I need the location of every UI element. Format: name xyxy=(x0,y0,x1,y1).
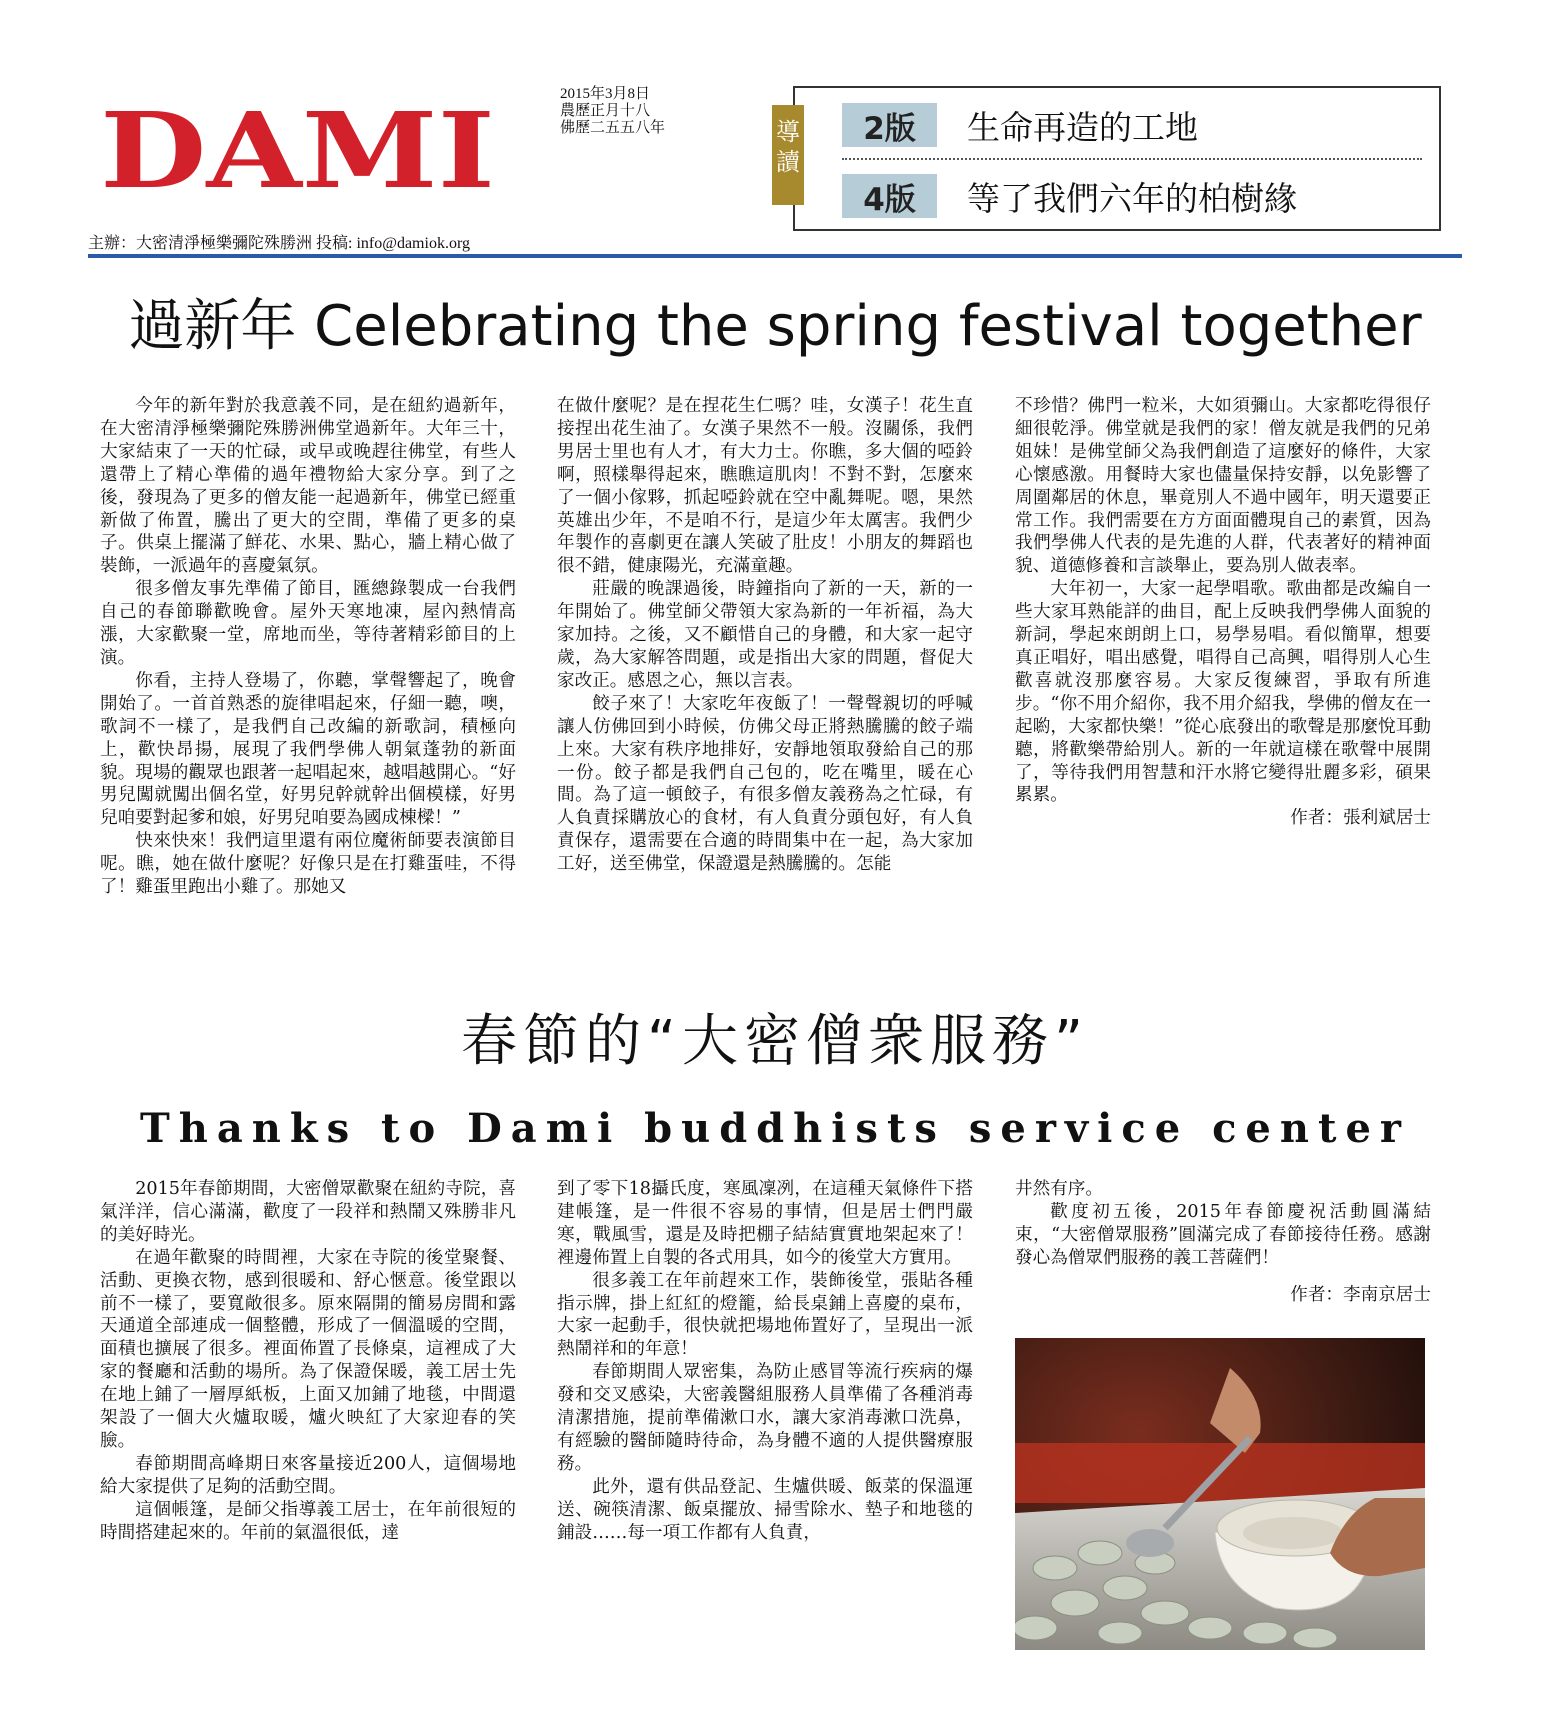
toc-item[interactable] xyxy=(842,173,1297,219)
toc-page-number: 4版 xyxy=(842,174,937,218)
issue-date-block xyxy=(560,86,665,137)
article1-column-3 xyxy=(1015,395,1431,830)
paragraph: 很多義工在年前趕來工作，裝飾後堂，張貼各種指示牌，掛上紅紅的燈籠，給長桌鋪上喜慶的桌布，大家一起動手，很快就把場地佈置好了，呈現出一派熱鬧祥和的年意！ xyxy=(557,1270,973,1360)
paragraph: 歡度初五後，2015年春節慶祝活動圓滿結束，“大密僧眾服務”圓滿完成了春節接待任務。感謝發心為僧眾們服務的義工菩薩們！ xyxy=(1015,1201,1431,1268)
article1-author: 作者：張利斌居士 xyxy=(1290,808,1431,829)
paragraph: 2015年春節期間，大密僧眾歡聚在紐約寺院，喜氣洋洋，信心滿滿，歡度了一段祥和熱鬧又殊勝非凡的美好時光。 xyxy=(100,1179,516,1245)
paragraph: 很多僧友事先準備了節目，匯總錄製成一台我們自己的春節聯歡晚會。屋外天寒地凍，屋內熱情高漲，大家歡聚一堂，席地而坐，等待著精彩節目的上演。 xyxy=(100,579,516,668)
organizer-line: 主辦：大密清淨極樂彌陀殊勝洲 投稿: info@damiok.org xyxy=(88,235,470,252)
article1-headline: 過新年 Celebrating the spring festival together xyxy=(128,294,1422,359)
paragraph: 不珍惜？佛門一粒米，大如須彌山。大家都吃得很仔細很乾淨。佛堂就是我們的家！僧友就是我們的兄弟姐妹！是佛堂師父為我們創造了這麼好的條件，大家心懷感激。用餐時大家也儘量保持安靜，以免影響了周圍鄰居的休息，畢竟別人不過中國年，明天還要正常工作。我們需要在方方面面體現自己的素質，因為我們學佛人代表的是先進的人群，代表著好的精神面貌、道德修養和言談舉止，要為別人做表率。 xyxy=(1015,396,1431,577)
paragraph: 春節期間人眾密集，為防止感冒等流行疾病的爆發和交叉感染，大密義醫組服務人員準備了各種消毒清潔措施，提前準備漱口水，讓大家消毒漱口洗鼻，有經驗的醫師隨時待命，為身體不適的人提供醫療服務。 xyxy=(557,1362,973,1474)
paragraph: 春節期間高峰期日來客量接近200人，這個場地給大家提供了足夠的活動空間。 xyxy=(100,1453,516,1497)
guide-tag-char: 讀 xyxy=(776,148,800,176)
article2-headline: 春節的“大密僧衆服務” xyxy=(460,1009,1090,1074)
toc-title: 等了我們六年的柏樹緣 xyxy=(967,178,1297,218)
toc-page-number: 2版 xyxy=(842,103,937,147)
paragraph: 在過年歡聚的時間裡，大家在寺院的後堂聚餐、活動、更換衣物，感到很暖和、舒心愜意。後堂跟以前不一樣了，要寬敞很多。原來隔開的簡易房間和露天通道全部連成一個整體，形成了一個溫暖的空間，面積也擴展了很多。裡面佈置了長條桌，這裡成了大家的餐廳和活動的場所。為了保證保暖，義工居士先在地上鋪了一層厚紙板，上面又加鋪了地毯，中間還架設了一個大火爐取暖，爐火映紅了大家迎春的笑臉。 xyxy=(100,1247,516,1451)
paragraph: 今年的新年對於我意義不同，是在紐約過新年，在大密清淨極樂彌陀殊勝洲佛堂過新年。大年三十，大家結束了一天的忙碌，或早或晚趕往佛堂，有些人還帶上了精心準備的過年禮物給大家分享。到了之後，發現為了更多的僧友能一起過新年，佛堂已經重新做了佈置，騰出了更大的空間，準備了更多的桌子。供桌上擺滿了鮮花、水果、點心，牆上精心做了裝飾，一派過年的喜慶氣氛。 xyxy=(100,396,516,577)
paragraph: 莊嚴的晚課過後，時鐘指向了新的一天，新的一年開始了。佛堂師父帶領大家為新的一年祈福，為大家加持。之後，又不顧惜自己的身體，和大家一起守歲，為大家解答問題，或是指出大家的問題，督促大家改正。感恩之心，無以言表。 xyxy=(557,579,973,691)
toc-item[interactable] xyxy=(842,102,1198,148)
paragraph: 在做什麼呢？是在捏花生仁嗎？哇，女漢子！花生直接捏出花生油了。女漢子果然不一般。沒關係，我們男居士里也有人才，有大力士。你瞧，多大個的啞鈴啊，照樣舉得起來，瞧瞧這肌肉！不對不對，怎麼來了一個小傢夥，抓起啞鈴就在空中亂舞呢。嗯，果然英雄出少年，不是咱不行，是這少年太厲害。我們少年製作的喜劇更在讓人笑破了肚皮！小朋友的舞蹈也很不錯，健康陽光，充滿童趣。 xyxy=(557,396,973,577)
paragraph: 這個帳篷，是師父指導義工居士，在年前很短的時間搭建起來的。年前的氣溫很低，達 xyxy=(100,1499,516,1543)
lunar-date: 農歷正月十八 xyxy=(560,103,651,119)
paragraph: 大年初一，大家一起學唱歌。歌曲都是改編自一些大家耳熟能詳的曲目，配上反映我們學佛人面貌的新詞，學起來朗朗上口，易學易唱。看似簡單，想要真正唱好，唱出感覺，唱得自己高興，唱得別人心生歡喜就沒那麼容易。大家反復練習，爭取有所進步。“你不用介紹你，我不用介紹我，學佛的僧友在一起喲，大家都快樂！”從心底發出的歌聲是那麼悅耳動聽，將歡樂帶給別人。新的一年就這樣在歌聲中展開了，等待我們用智慧和汗水將它變得壯麗多彩，碩果累累。 xyxy=(1015,579,1431,806)
article2-column-1 xyxy=(100,1178,516,1545)
paragraph: 你看，主持人登場了，你聽，掌聲響起了，晚會開始了。一首首熟悉的旋律唱起來，仔細一聽，噢，歌詞不一樣了，是我們自己改編的新歌詞，積極向上，歡快昂揚，展現了我們學佛人朝氣蓬勃的新面貌。現場的觀眾也跟著一起唱起來，越唱越開心。“好男兒闖就闖出個名堂，好男兒幹就幹出個模樣，好男兒咱要對起爹和娘，好男兒咱要為國成棟樑！” xyxy=(100,670,516,829)
guide-tag xyxy=(772,105,804,205)
dami-logo xyxy=(100,92,500,202)
paragraph: 餃子來了！大家吃年夜飯了！一聲聲親切的呼喊讓人仿佛回到小時候，仿佛父母正將熱騰騰的餃子端上來。大家有秩序地排好，安靜地領取發給自己的那一份。餃子都是我們自己包的，吃在嘴里，暖在心間。為了這一頓餃子，有很多僧友義務為之忙碌，有人負責採購放心的食材，有人負責分頭包好，有人負責保存，還需要在合適的時間集中在一起，為大家加工好，送至佛堂，保證還是熱騰騰的。怎能 xyxy=(557,693,973,875)
paragraph: 此外，還有供品登記、生爐供暖、飯菜的保溫運送、碗筷清潔、飯桌擺放、掃雪除水、墊子和地毯的鋪設……每一項工作都有人負責， xyxy=(557,1476,973,1543)
paragraph: 井然有序。 xyxy=(1015,1179,1103,1199)
buddhist-date: 佛歷二五五八年 xyxy=(560,120,666,136)
article1-column-1 xyxy=(100,395,516,899)
article2-author: 作者：李南京居士 xyxy=(1290,1284,1431,1305)
masthead-rule xyxy=(88,254,1462,258)
article2-column-2 xyxy=(557,1178,973,1545)
toc-divider xyxy=(842,158,1422,160)
article1-column-2 xyxy=(557,395,973,876)
dumplings-photo xyxy=(1015,1338,1425,1650)
gregorian-date: 2015年3月8日 xyxy=(560,86,651,102)
article2-subheadline: Thanks to Dami buddhists service center xyxy=(140,1105,1410,1152)
logo-wordmark: DAMI xyxy=(100,92,495,202)
guide-tag-char: 導 xyxy=(776,118,800,146)
paragraph: 到了零下18攝氏度，寒風凜冽，在這種天氣條件下搭建帳篷，是一件很不容易的事情，但是居士們門嚴寒，戰風雪，還是及時把棚子結結實實地架起來了！裡邊佈置上自製的各式用具，如今的後堂大方實用。 xyxy=(557,1179,973,1268)
toc-title: 生命再造的工地 xyxy=(967,107,1198,147)
article2-column-3 xyxy=(1015,1178,1431,1307)
paragraph: 快來快來！我們這里還有兩位魔術師要表演節目呢。瞧，她在做什麼呢？好像只是在打雞蛋哇，不得了！雞蛋里跑出小雞了。那她又 xyxy=(100,831,516,898)
